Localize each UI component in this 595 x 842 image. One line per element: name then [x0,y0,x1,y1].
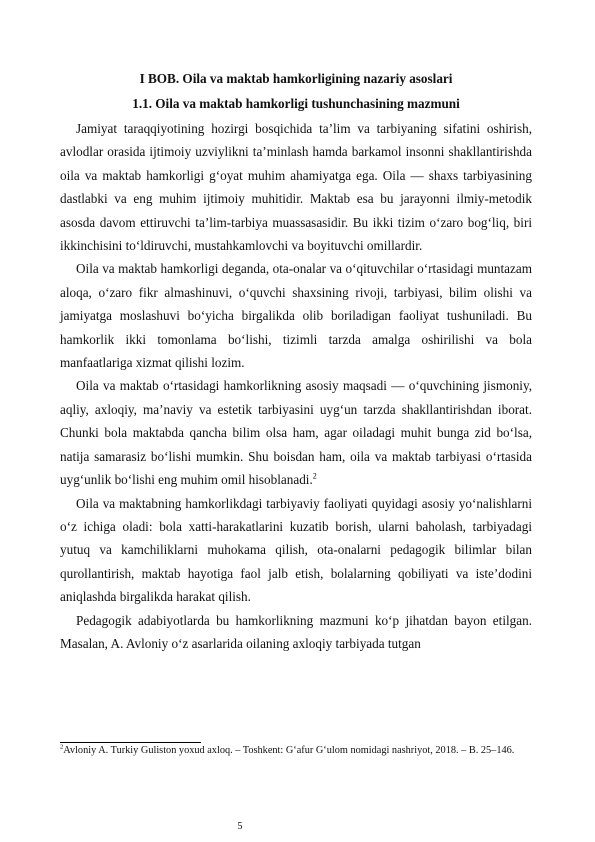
page-number: 5 [237,821,243,832]
body-text [60,117,532,655]
paragraph-2: Oila va maktab hamkorligi deganda, ota-onalar va o‘qituvchilar o‘rtasidagi muntazam aloqa, o‘zaro fikr almashinuvi, o‘quvchi shaxsining rivoji, tarbiyasi, bilim olishi va jamiyatga moslashuvi bo‘yicha birgalikda olib boriladigan faoliyat tushuniladi. Bu hamkorlik ikki tomonlama bo‘lishi, tizimli tarzda amalga oshirilishi va bola manfaatlariga xizmat qilishi lozim. [60,261,532,371]
paragraph-1: Jamiyat taraqqiyotining hozirgi bosqichida ta’lim va tarbiyaning sifatini oshirish, avlodlar orasida ijtimoiy uzviylikni ta’minlash hamda barkamol insonni shakllantirishda oila va maktab hamkorligi g‘oyat muhim ahamiyatga ega. Oila — shaxs tarbiyasining dastlabki va eng muhim ijtimoiy muhitidir. Maktab esa bu jarayonni ilmiy-metodik asosda davom ettiruvchi ta’lim-tarbiya muassasasidir. Bu ikki tizim o‘zaro bog‘liq, biri ikkinchisini to‘ldiruvchi, mustahkamlovchi va boyituvchi omillardir. [60,121,532,254]
footnote-reference[interactable]: 2 [312,471,317,481]
footnote-mark: 2 [60,743,64,751]
paragraph-3-text: Oila va maktab o‘rtasidagi hamkorlikning asosiy maqsadi — o‘quvchining jismoniy, aqliy, axloqiy, ma’naviy va estetik tarbiyasini uyg‘un tarzda shakllantirishdan iborat. Chunki bola maktabda qancha bilim olsa ham, agar oiladagi muhit bunga zid bo‘lsa, natija samarasiz bo‘lishi mumkin. Shu boisdan ham, oila va maktab tarbiyasi o‘rtasida uyg‘unlik bo‘lishi eng muhim omil hisoblanadi. [60,378,532,488]
chapter-heading: I BOB. Oila va maktab hamkorligining nazariy asoslari [139,71,453,86]
footnote-separator [60,742,201,743]
section-heading: 1.1. Oila va maktab hamkorligi tushunchasining mazmuni [132,96,460,111]
paragraph-5: Pedagogik adabiyotlarda bu hamkorlikning mazmuni ko‘p jihatdan bayon etilgan. Masalan, A. Avloniy o‘z asarlarida oilaning axloqiy tarbiyada tutgan [60,612,532,651]
footnote [60,744,532,757]
footnote-text: Avloniy A. Turkiy Guliston yoxud axloq. – Toshkent: G‘afur G‘ulom nomidagi nashriyot, 2018. – B. 25–146. [63,745,515,756]
paragraph-4: Oila va maktabning hamkorlikdagi tarbiyaviy faoliyati quyidagi asosiy yo‘nalishlarni o‘z ichiga oladi: bola xatti-harakatlarini kuzatib borish, ularni baholash, tarbiyadagi yutuq va kamchiliklarni muhokama qilish, ota-onalarni pedagogik bilimlar bilan qurollantirish, maktab hayotiga faol jalb etish, bolalarning qobiliyati va iste’dodini aniqlashda birgalikda harakat qilish. [60,495,532,605]
paragraph-3 [60,374,532,491]
